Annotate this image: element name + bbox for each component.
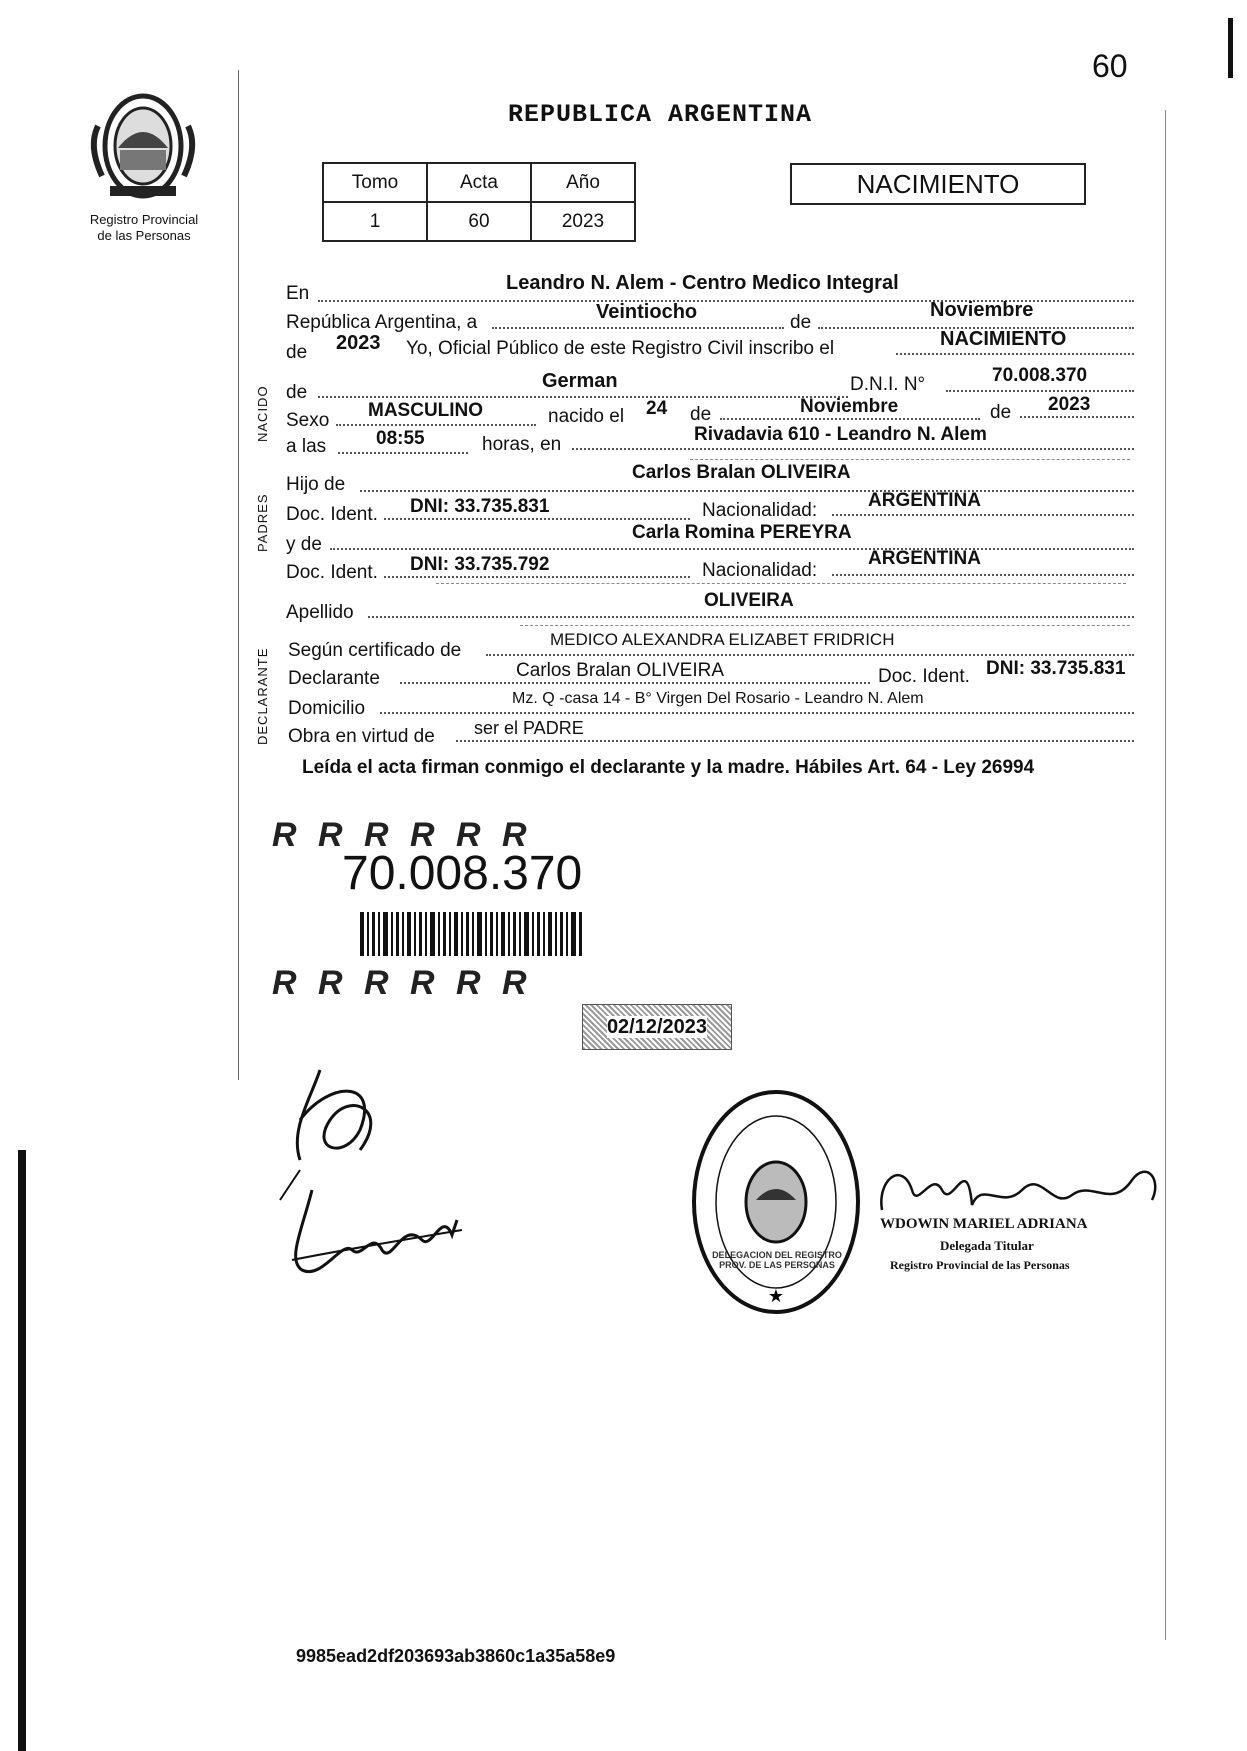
security-band-bottom: R R R R R R — [272, 964, 533, 1002]
value-certificate: MEDICO ALEXANDRA ELIZABET FRIDRICH — [550, 630, 895, 649]
value-dni: 70.008.370 — [992, 365, 1088, 386]
dotted-line — [572, 448, 1134, 450]
table-row — [323, 202, 635, 241]
dotted-line — [384, 518, 690, 520]
value-act: NACIMIENTO — [940, 328, 1067, 350]
dash-line — [436, 583, 1126, 584]
registry-name-line2: de las Personas — [97, 228, 191, 243]
label-de2: de — [690, 404, 712, 425]
scan-edge-right — [1228, 18, 1233, 78]
value-declarant-doc: DNI: 33.735.831 — [986, 658, 1126, 679]
value-father-nationality: ARGENTINA — [868, 490, 981, 511]
page-title: REPUBLICA ARGENTINA — [508, 100, 813, 129]
dotted-line — [492, 327, 784, 329]
side-label-padres: PADRES — [255, 493, 270, 552]
label-republica: República Argentina, a — [286, 312, 478, 333]
dotted-line — [456, 740, 1134, 742]
barcode — [360, 912, 582, 956]
dotted-line — [832, 514, 1134, 516]
label-declarante: Declarante — [288, 668, 380, 689]
value-mother-name: Carla Romina PEREYRA — [632, 522, 852, 543]
official-name: WDOWIN MARIEL ADRIANA — [880, 1216, 1088, 1232]
label-de-year: de — [286, 342, 308, 363]
date-stamp — [582, 1004, 732, 1050]
date-stamp-text: 02/12/2023 — [606, 1016, 708, 1038]
dash-line — [690, 459, 1130, 460]
closing-text: Leída el acta firman conmigo el declarante y la madre. Hábiles Art. 64 - Ley 26994 — [302, 757, 1035, 778]
label-sexo: Sexo — [286, 410, 330, 431]
value-day-words: Veintiocho — [596, 301, 698, 323]
label-domicilio: Domicilio — [288, 698, 366, 719]
page-number: 60 — [1092, 48, 1128, 84]
label-obra: Obra en virtud de — [288, 726, 435, 747]
act-type-label: NACIMIENTO — [856, 169, 1020, 199]
label-nacido-el: nacido el — [548, 406, 625, 427]
value-sex: MASCULINO — [368, 400, 484, 421]
label-de-name: de — [286, 382, 308, 403]
official-office: Registro Provincial de las Personas — [890, 1258, 1070, 1272]
dotted-line — [896, 353, 1134, 355]
label-de3: de — [990, 402, 1012, 423]
label-doc-ident: Doc. Ident. — [286, 504, 378, 525]
label-dni: D.N.I. N° — [850, 374, 926, 395]
document-hash: 9985ead2df203693ab3860c1a35a58e9 — [296, 1646, 616, 1666]
dotted-line — [318, 396, 848, 398]
label-horas-en: horas, en — [482, 434, 562, 455]
official-title: Delegada Titular — [940, 1238, 1034, 1253]
scan-edge-left — [18, 1150, 26, 1751]
label-yo-oficial: Yo, Oficial Público de este Registro Civil inscribo el — [406, 338, 835, 359]
table-header-cell: Acta — [427, 163, 531, 202]
seal-text: DELEGACION DEL REGISTRO PROV. DE LAS PERSONAS — [712, 1250, 842, 1270]
security-band-top: R R R R R R — [272, 816, 533, 854]
dotted-line — [330, 548, 1134, 550]
dash-line — [520, 625, 1130, 626]
value-year: 2023 — [336, 332, 381, 354]
dotted-line — [400, 682, 870, 684]
dotted-line — [384, 576, 690, 578]
dotted-line — [336, 424, 536, 426]
label-nacionalidad: Nacionalidad: — [702, 560, 818, 581]
value-birth-year: 2023 — [1048, 394, 1091, 415]
value-time: 08:55 — [376, 428, 425, 449]
reference-table — [322, 162, 636, 242]
value-mother-nationality: ARGENTINA — [868, 548, 981, 569]
registry-name-line1: Registro Provincial — [89, 212, 199, 227]
label-de: de — [790, 312, 812, 333]
value-father-doc: DNI: 33.735.831 — [410, 496, 550, 517]
dotted-line — [1020, 416, 1134, 418]
table-header-row — [323, 163, 635, 202]
table-cell: 60 — [427, 202, 531, 241]
label-y-de: y de — [286, 534, 322, 555]
value-birth-month: Noviembre — [800, 396, 899, 417]
side-label-nacido: NACIDO — [255, 385, 270, 442]
label-apellido: Apellido — [286, 602, 354, 623]
official-seal — [690, 1088, 862, 1316]
signature-mother — [282, 1180, 482, 1290]
table-header-cell: Año — [531, 163, 635, 202]
svg-text:★: ★ — [767, 1286, 785, 1307]
label-hijo-de: Hijo de — [286, 474, 346, 495]
label-nacionalidad: Nacionalidad: — [702, 500, 818, 521]
label-declarant-doc: Doc. Ident. — [878, 666, 970, 687]
value-capacity: ser el PADRE — [474, 718, 584, 738]
dotted-line — [360, 490, 1134, 492]
value-birth-day: 24 — [646, 398, 668, 419]
table-cell: 2023 — [531, 202, 635, 241]
label-en: En — [286, 283, 310, 304]
dotted-line — [946, 390, 1134, 392]
value-month: Noviembre — [930, 299, 1034, 321]
value-declarant: Carlos Bralan OLIVEIRA — [516, 660, 725, 681]
value-name: German — [542, 370, 618, 392]
value-birth-place: Rivadavia 610 - Leandro N. Alem — [694, 424, 987, 445]
side-label-declarante: DECLARANTE — [255, 647, 270, 745]
dotted-line — [380, 712, 1134, 714]
value-surname: OLIVEIRA — [704, 590, 794, 611]
dotted-line — [338, 452, 468, 454]
label-a-las: a las — [286, 436, 327, 457]
label-doc-ident: Doc. Ident. — [286, 562, 378, 583]
value-mother-doc: DNI: 33.735.792 — [410, 554, 550, 575]
left-margin-rule — [238, 70, 239, 1080]
dotted-line — [832, 574, 1134, 576]
security-number: 70.008.370 — [342, 847, 583, 900]
right-margin-rule — [1165, 110, 1166, 1640]
table-header-cell: Tomo — [323, 163, 427, 202]
dotted-line — [720, 418, 980, 420]
table-cell: 1 — [323, 202, 427, 241]
act-type-box — [790, 163, 1086, 205]
value-father-name: Carlos Bralan OLIVEIRA — [632, 462, 851, 483]
dotted-line — [486, 654, 1134, 656]
value-place: Leandro N. Alem - Centro Medico Integral — [506, 272, 899, 294]
dotted-line — [368, 616, 1134, 618]
provincial-emblem — [88, 86, 198, 206]
value-address: Mz. Q -casa 14 - B° Virgen Del Rosario - Leandro N. Alem — [512, 690, 924, 707]
label-segun: Según certificado de — [288, 640, 462, 661]
